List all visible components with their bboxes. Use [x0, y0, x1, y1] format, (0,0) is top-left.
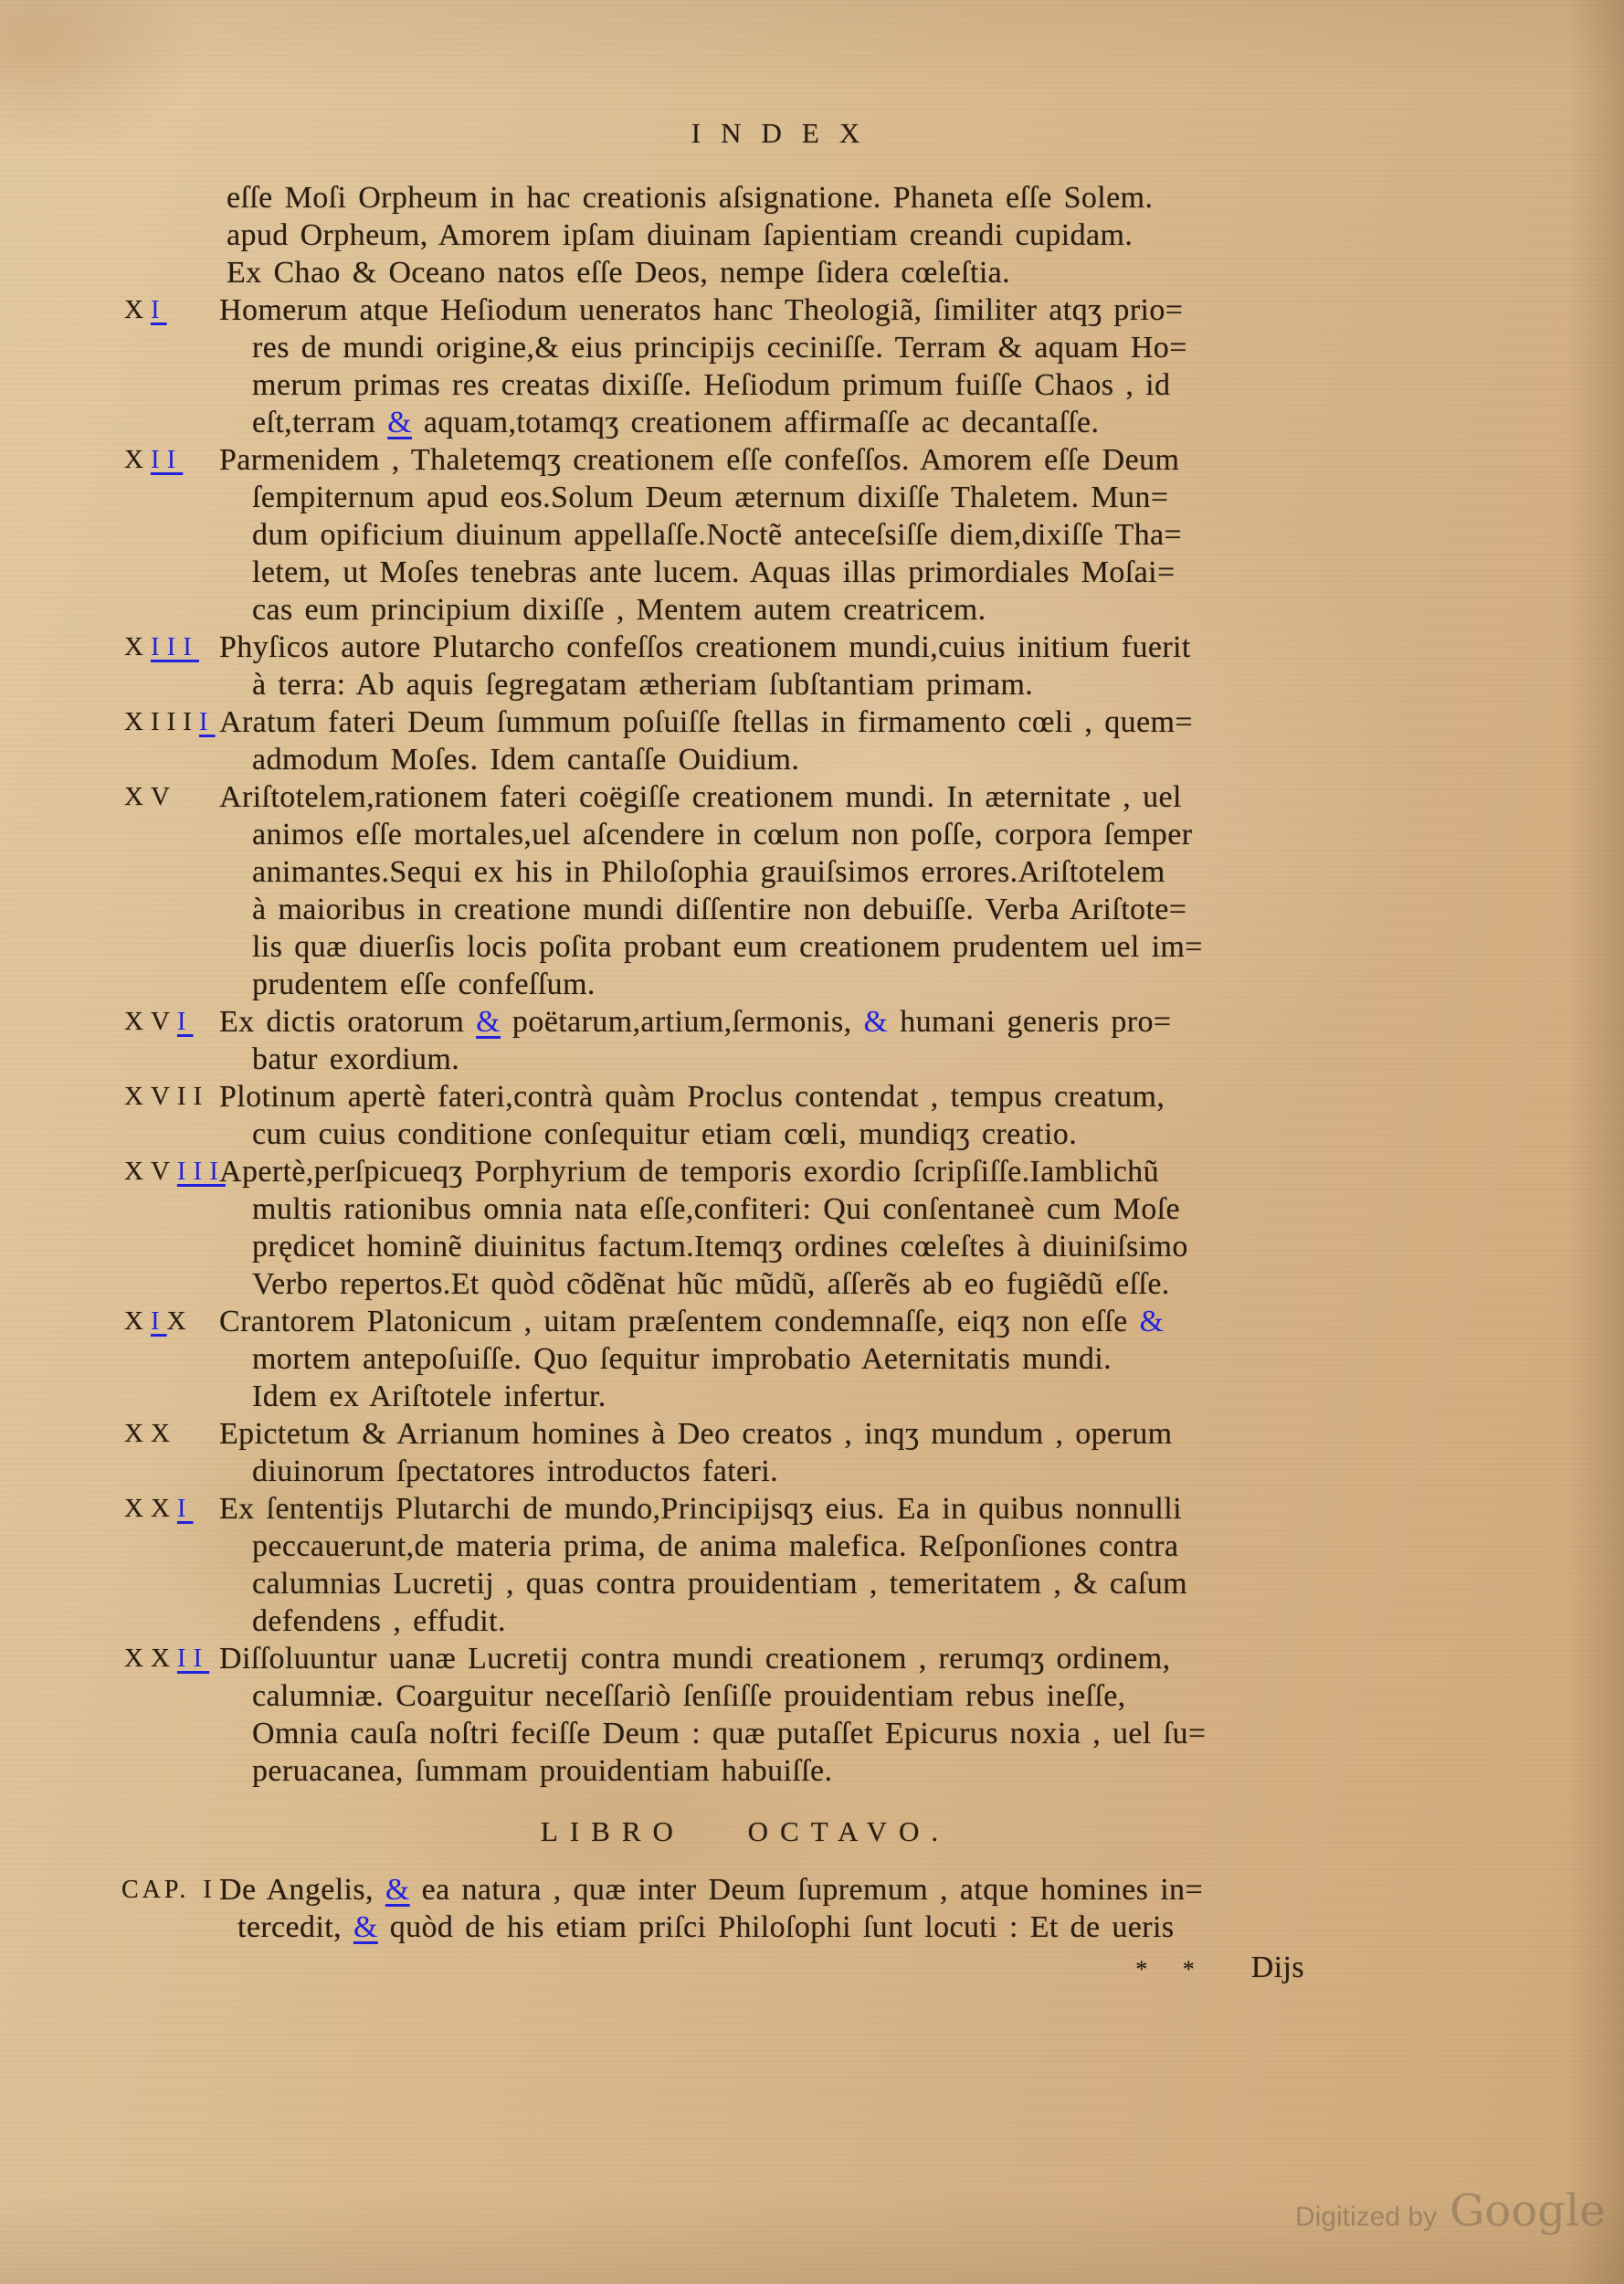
text-line	[219, 928, 1439, 966]
text-segment: à maioribus in creatione mundi diſſentire non debuiſſe. Verba Ariſtote=	[252, 893, 1187, 926]
text-segment: calumnias Lucretij , quas contra prouidentiam , temeritatem , & caſum	[252, 1567, 1187, 1601]
text-line	[219, 291, 1439, 329]
text-line	[219, 516, 1439, 554]
text-line	[219, 1415, 1439, 1453]
text-segment: diuinorum ſpectatores introductos fateri.	[252, 1454, 779, 1488]
text-line	[219, 217, 1439, 254]
text-segment: calumniæ. Coarguitur neceſſariò ſenſiſſe prouidentiam rebus ineſſe,	[252, 1679, 1126, 1713]
text-segment: Ex ſententijs Plutarchi de mundo,Principijsqʒ eius. Ea in quibus nonnulli	[219, 1492, 1182, 1526]
index-entry-cap-i	[121, 1871, 1439, 1946]
text-segment: XVII	[124, 1082, 210, 1111]
text-line	[219, 1528, 1439, 1565]
link-text[interactable]: III	[150, 632, 199, 661]
text-segment: Aratum fateri Deum ſummum poſuiſſe ſtellas in firmamento cœli , quem=	[219, 705, 1193, 739]
text-segment: batur exordium.	[252, 1042, 460, 1076]
index-entry-xi	[124, 291, 1439, 441]
text-segment: X	[166, 1306, 194, 1336]
text-segment: letem, ut Moſes tenebras ante lucem. Aquas illas primordiales Moſai=	[252, 555, 1176, 589]
text-line	[219, 479, 1439, 516]
text-line	[219, 778, 1439, 816]
text-segment: merum primas res creatas dixiſſe. Heſiodum primum fuiſſe Chaos , id	[252, 368, 1171, 402]
text-segment: tercedit,	[237, 1910, 353, 1944]
text-segment: lis quæ diuerſis locis poſita probant eum creationem prudentem uel im=	[252, 930, 1203, 964]
entry-numeral-xii	[124, 441, 217, 479]
text-line	[219, 591, 1439, 629]
text-line	[219, 1041, 1439, 1078]
text-segment: prudentem eſſe confeſſum.	[252, 968, 596, 1001]
index-entry-xviii	[124, 1153, 1439, 1303]
text-segment: res de mundi origine,& eius principijs ceciniſſe. Terram & aquam Ho=	[252, 331, 1187, 365]
text-line	[219, 554, 1439, 591]
text-segment: XV	[124, 1157, 177, 1186]
entry-numeral-xiii	[124, 629, 217, 666]
text-line	[219, 1265, 1439, 1303]
text-segment: mortem antepoſuiſſe. Quo ſequitur improbatio Aeternitatis mundi.	[252, 1342, 1112, 1376]
text-segment: poëtarum,artium,ſermonis,	[501, 1005, 864, 1039]
entry-numeral-xx	[124, 1415, 217, 1453]
text-segment: eſſe Moſi Orpheum in hac creationis aſsignatione. Phaneta eſſe Solem.	[227, 181, 1154, 215]
link-text[interactable]: II	[150, 445, 184, 474]
index-entry-xiii	[124, 629, 1439, 703]
text-segment: admodum Moſes. Idem cantaſſe Ouidium.	[252, 743, 800, 777]
text-line	[219, 1340, 1439, 1378]
link-text[interactable]: I	[150, 1306, 167, 1336]
link-text[interactable]: I	[176, 1007, 194, 1036]
text-segment: Idem ex Ariſtotele infertur.	[252, 1380, 606, 1413]
text-segment: animos eſſe mortales,uel aſcendere in cœlum non poſſe, corpora ſemper	[252, 818, 1193, 851]
text-segment: Ex Chao & Oceano natos eſſe Deos, nempe ſidera cœleſtia.	[227, 256, 1011, 290]
text-segment: De Angelis,	[219, 1873, 385, 1907]
text-line	[219, 1116, 1439, 1153]
entry-numeral-xvii	[124, 1078, 217, 1116]
text-segment: X	[124, 632, 151, 661]
link-text[interactable]: &	[476, 1005, 501, 1039]
google-watermark	[1295, 2185, 1606, 2236]
text-segment: ſempiternum apud eos.Solum Deum æternum dixiſſe Thaletem. Mun=	[252, 481, 1169, 514]
index-entry-xx	[124, 1415, 1439, 1490]
link-text[interactable]: I	[150, 295, 167, 324]
text-segment: animantes.Sequi ex his in Philoſophia grauiſsimos errores.Ariſtotelem	[252, 855, 1165, 889]
text-line	[219, 1565, 1439, 1602]
text-segment: Ex dictis oratorum	[219, 1005, 477, 1039]
text-line	[219, 254, 1439, 291]
entry-numeral-xxii	[124, 1640, 217, 1677]
text-line	[219, 366, 1439, 404]
entry-numeral-xv	[124, 778, 217, 816]
text-segment: defendens , effudit.	[252, 1604, 506, 1638]
text-segment: multis rationibus omnia nata eſſe,confiteri: Qui conſentaneè cum Moſe	[252, 1192, 1181, 1226]
text-segment: eſt,terram	[252, 406, 388, 439]
index-entry-xvii	[124, 1078, 1439, 1153]
text-line	[219, 816, 1439, 853]
entry-numeral-xxi	[124, 1490, 217, 1528]
index-entry-xix	[124, 1303, 1439, 1415]
text-line	[219, 329, 1439, 366]
text-segment: Plotinum apertè fateri,contrà quàm Proclus contendat , tempus creatum,	[219, 1080, 1165, 1114]
text-segment: Phyſicos autore Plutarcho confeſſos creationem mundi,cuius initium fuerit	[219, 630, 1191, 664]
index-entry-xxii	[124, 1640, 1439, 1790]
text-line	[219, 629, 1439, 666]
index-entry-xxi	[124, 1490, 1439, 1640]
text-segment: dum opificium diuinum appellaſſe.Noctẽ anteceſsiſſe diem,dixiſſe Tha=	[252, 518, 1183, 552]
text-line	[219, 179, 1439, 217]
text-segment: cas eum principium dixiſſe , Mentem autem creatricem.	[252, 593, 986, 627]
chapter-entries	[121, 1871, 1439, 1946]
text-segment: Crantorem Platonicum , uitam præſentem condemnaſſe, eiqʒ non eſſe	[219, 1305, 1140, 1338]
text-segment: X	[124, 1306, 151, 1336]
text-line	[219, 666, 1439, 703]
section-heading-libro-octavo: LIBRO OCTAVO.	[540, 1815, 951, 1847]
index-entry-xvi	[124, 1003, 1439, 1078]
text-line	[219, 1871, 1439, 1909]
text-segment: XX	[124, 1419, 177, 1448]
text-line	[219, 1378, 1439, 1415]
index-entries	[124, 179, 1439, 1790]
text-segment: XV	[124, 782, 177, 811]
link-text[interactable]: &	[387, 406, 412, 439]
index-entry-xiiii	[124, 703, 1439, 778]
google-logo-text: Google	[1450, 2185, 1606, 2236]
text-segment: à terra: Ab aquis ſegregatam ætheriam ſubſtantiam primam.	[252, 668, 1034, 702]
text-line	[219, 1153, 1439, 1190]
text-line	[219, 853, 1439, 891]
link-text[interactable]: &	[353, 1910, 378, 1944]
text-segment: X	[124, 445, 151, 474]
text-line	[219, 1752, 1439, 1790]
text-segment: XX	[124, 1494, 177, 1523]
entry-numeral-xix	[124, 1303, 217, 1340]
text-line	[219, 1640, 1439, 1677]
text-line	[219, 1909, 1439, 1946]
index-entry-intro	[219, 179, 1439, 291]
text-segment: peccauerunt,de materia prima, de anima malefica. Reſponſiones contra	[252, 1529, 1179, 1563]
link-text[interactable]: I	[198, 707, 216, 736]
text-line	[219, 741, 1439, 778]
text-segment: aquam,totamqʒ creationem affirmaſſe ac decantaſſe.	[411, 406, 1100, 439]
text-segment: peruacanea, ſummam prouidentiam habuiſſe.	[252, 1754, 833, 1788]
text-line	[219, 1490, 1439, 1528]
watermark-digitized-by-text: Digitized by	[1295, 2202, 1438, 2232]
text-line	[219, 1078, 1439, 1116]
text-line	[219, 404, 1439, 441]
text-line	[219, 1453, 1439, 1490]
link-text[interactable]: &	[1139, 1305, 1165, 1338]
index-entry-xv	[124, 778, 1439, 1003]
catchword: Dijs	[1250, 1951, 1304, 1984]
text-segment: cum cuius conditione conſequitur etiam cœli, mundiqʒ creatio.	[252, 1117, 1078, 1151]
text-segment: CAP. I	[121, 1876, 216, 1904]
text-line	[219, 966, 1439, 1003]
chapter-label	[121, 1871, 216, 1909]
text-line	[219, 441, 1439, 479]
text-segment: Ariſtotelem,rationem fateri coëgiſſe creationem mundi. In æternitate , uel	[219, 780, 1182, 814]
text-segment: Diſſoluuntur uanæ Lucretij contra mundi creationem , rerumqʒ ordinem,	[219, 1642, 1171, 1676]
link-text[interactable]: II	[176, 1644, 210, 1673]
text-line	[219, 1715, 1439, 1752]
text-segment: prędicet hominẽ diuinitus factum.Itemqʒ ordines cœleſtes à diuiniſsimo	[252, 1230, 1188, 1264]
signature-mark: * *	[1135, 1956, 1207, 1983]
text-line	[219, 1003, 1439, 1041]
text-line	[219, 1228, 1439, 1265]
text-segment: quòd de his etiam priſci Philoſophi ſunt locuti : Et de ueris	[377, 1910, 1175, 1944]
page-foot-line	[219, 1949, 1439, 1988]
link-text[interactable]: &	[385, 1873, 410, 1907]
text-line	[219, 703, 1439, 741]
link-text[interactable]: &	[863, 1005, 889, 1039]
entry-numeral-xiiii	[124, 703, 217, 741]
text-segment: XV	[124, 1007, 177, 1036]
text-segment: XIII	[124, 707, 199, 736]
page-title: INDEX	[691, 117, 881, 149]
text-segment: XX	[124, 1644, 177, 1673]
link-text[interactable]: I	[176, 1494, 194, 1523]
text-line	[219, 1303, 1439, 1340]
text-line	[219, 1190, 1439, 1228]
text-segment: Apertè,perſpicueqʒ Porphyrium de temporis exordio ſcripſiſſe.Iamblichũ	[219, 1155, 1159, 1189]
link-text[interactable]: III	[176, 1157, 226, 1186]
text-segment: Epictetum & Arrianum homines à Deo creatos , inqʒ mundum , operum	[219, 1417, 1173, 1451]
text-segment: ea natura , quæ inter Deum ſupremum , atque homines in=	[409, 1873, 1204, 1907]
text-line	[219, 1602, 1439, 1640]
entry-numeral-xvi	[124, 1003, 217, 1041]
text-line	[219, 891, 1439, 928]
text-segment: Homerum atque Heſiodum ueneratos hanc Theologiã, ſimiliter atqʒ prio=	[219, 293, 1184, 327]
text-segment: X	[124, 295, 151, 324]
index-entry-xii	[124, 441, 1439, 629]
text-line	[219, 1677, 1439, 1715]
text-segment: apud Orpheum, Amorem ipſam diuinam ſapientiam creandi cupidam.	[227, 218, 1134, 252]
index-content	[121, 179, 1439, 1988]
entry-numeral-xi	[124, 291, 217, 329]
text-segment: humani generis pro=	[888, 1005, 1172, 1039]
text-segment: Parmenidem , Thaletemqʒ creationem eſſe confeſſos. Amorem eſſe Deum	[219, 443, 1180, 477]
text-segment: Omnia cauſa noſtri feciſſe Deum : quæ putaſſet Epicurus noxia , uel ſu=	[252, 1717, 1207, 1750]
text-segment: Verbo repertos.Et quòd cõdẽnat hũc mũdũ, aſſerẽs ab eo fugiẽdũ eſſe.	[252, 1267, 1170, 1301]
entry-numeral-xviii	[124, 1153, 226, 1190]
